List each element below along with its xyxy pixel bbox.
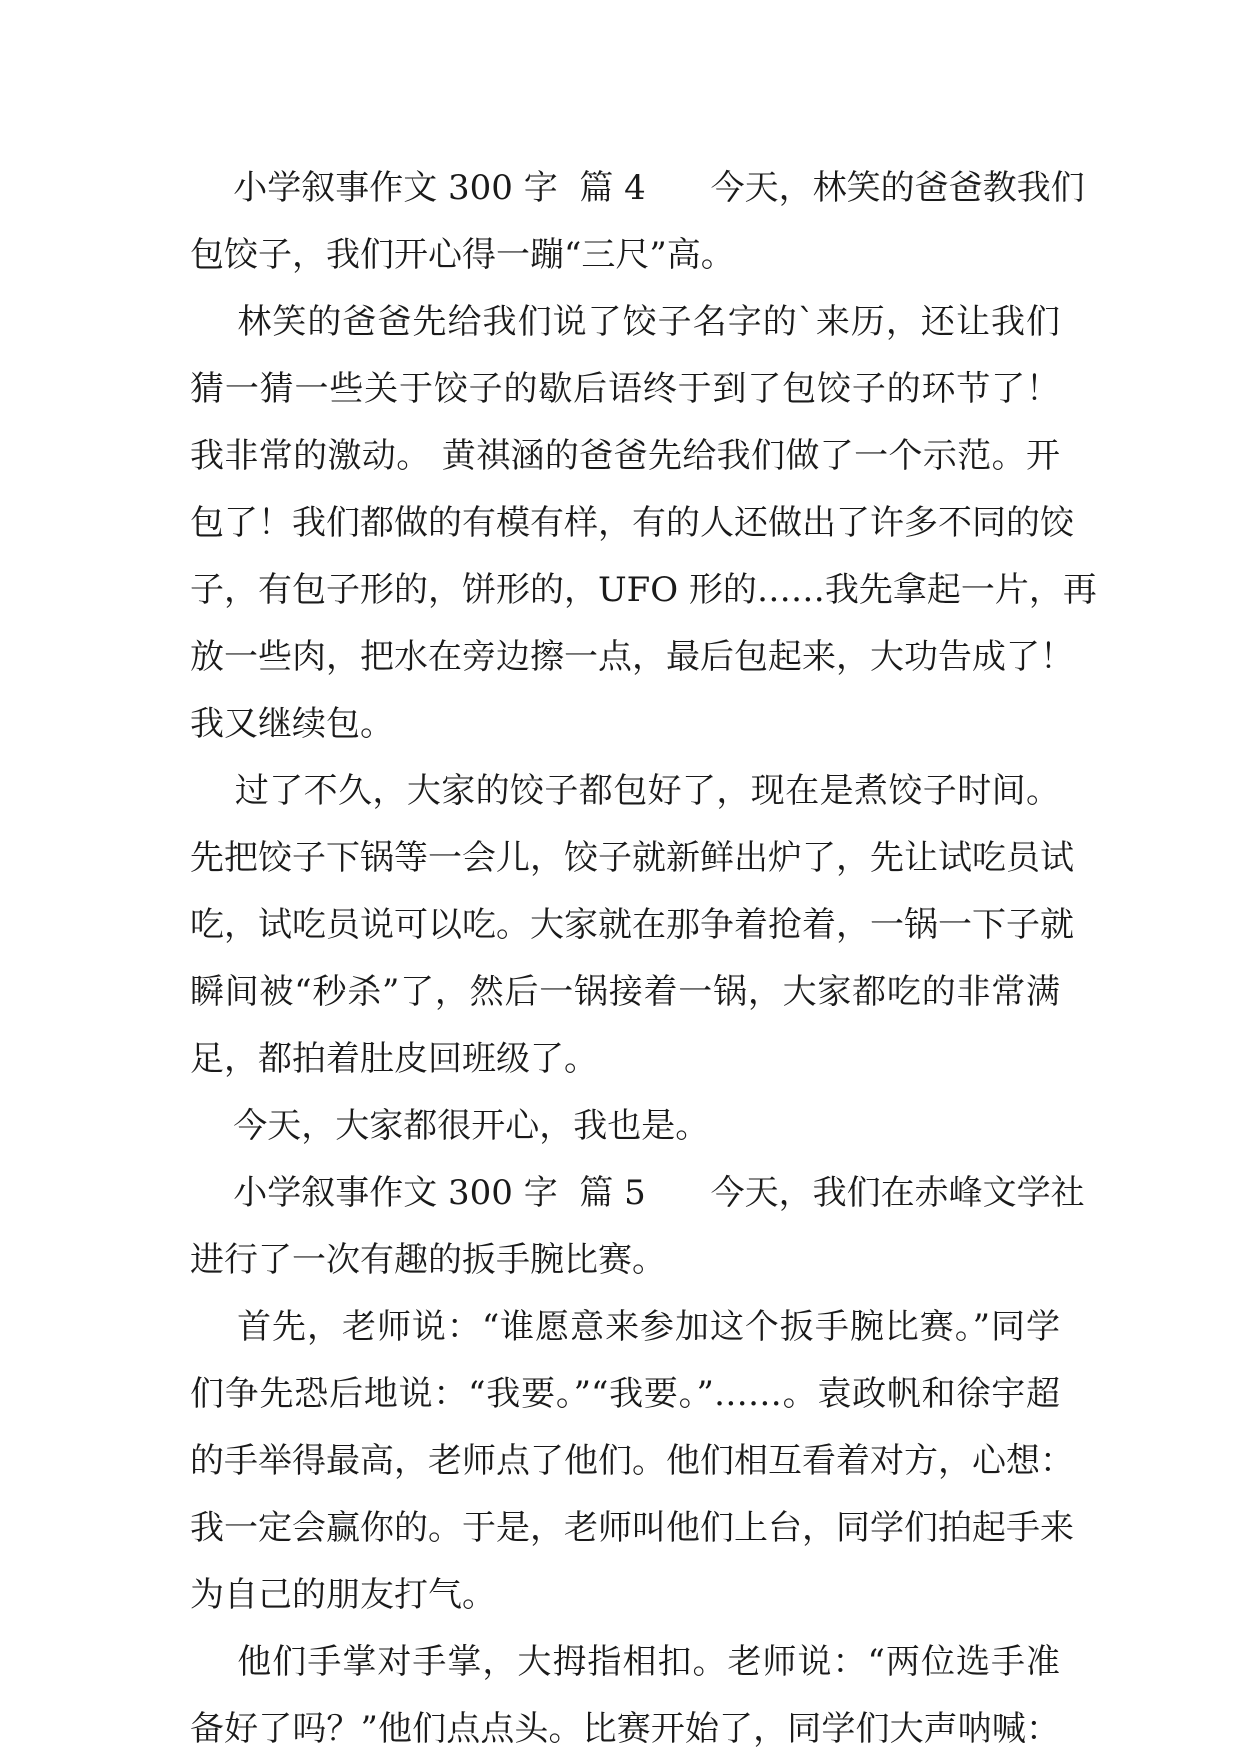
text-line: 他们手掌对手掌，大拇指相扣。老师说：“两位选手准 xyxy=(190,1642,1060,1682)
text-line: 小学叙事作文 300 字 篇 5 今天，我们在赤峰文学社 xyxy=(190,1173,1085,1213)
text-line: 子，有包子形的，饼形的，UFO 形的……我先拿起一片，再 xyxy=(190,570,1097,610)
text-line: 包了！我们都做的有模有样，有的人还做出了许多不同的饺 xyxy=(190,503,1074,543)
text-line: 我一定会赢你的。于是，老师叫他们上台，同学们拍起手来 xyxy=(190,1508,1074,1548)
text-line: 包饺子，我们开心得一蹦“三尺”高。 xyxy=(190,235,735,275)
text-line: 们争先恐后地说：“我要。”“我要。”……。袁政帆和徐宇超 xyxy=(190,1374,1060,1414)
text-line: 瞬间被“秒杀”了，然后一锅接着一锅，大家都吃的非常满 xyxy=(190,972,1060,1012)
text-line: 小学叙事作文 300 字 篇 4 今天，林笑的爸爸教我们 xyxy=(190,168,1085,208)
text-line: 备好了吗？”他们点点头。比赛开始了，同学们大声呐喊： xyxy=(190,1709,1060,1749)
text-line: 足，都拍着肚皮回班级了。 xyxy=(190,1039,598,1079)
text-line: 为自己的朋友打气。 xyxy=(190,1575,496,1615)
text-line: 进行了一次有趣的扳手腕比赛。 xyxy=(190,1240,666,1280)
text-line: 我又继续包。 xyxy=(190,704,394,744)
document-body xyxy=(190,155,1097,1763)
text-line: 先把饺子下锅等一会儿，饺子就新鲜出炉了，先让试吃员试 xyxy=(190,838,1074,878)
text-line: 过了不久，大家的饺子都包好了，现在是煮饺子时间。 xyxy=(190,771,1060,811)
text-line: 林笑的爸爸先给我们说了饺子名字的`来历，还让我们 xyxy=(190,302,1060,342)
text-line: 今天，大家都很开心，我也是。 xyxy=(190,1106,710,1146)
text-line: 猜一猜一些关于饺子的歇后语终于到了包饺子的环节了！ xyxy=(190,369,1060,409)
text-line: 放一些肉，把水在旁边擦一点，最后包起来，大功告成了！ xyxy=(190,637,1074,677)
text-line: 的手举得最高，老师点了他们。他们相互看着对方，心想： xyxy=(190,1441,1074,1481)
text-line: 首先，老师说：“谁愿意来参加这个扳手腕比赛。”同学 xyxy=(190,1307,1060,1347)
text-line: 我非常的激动。 黄祺涵的爸爸先给我们做了一个示范。开 xyxy=(190,436,1060,476)
text-line: 吃，试吃员说可以吃。大家就在那争着抢着，一锅一下子就 xyxy=(190,905,1074,945)
